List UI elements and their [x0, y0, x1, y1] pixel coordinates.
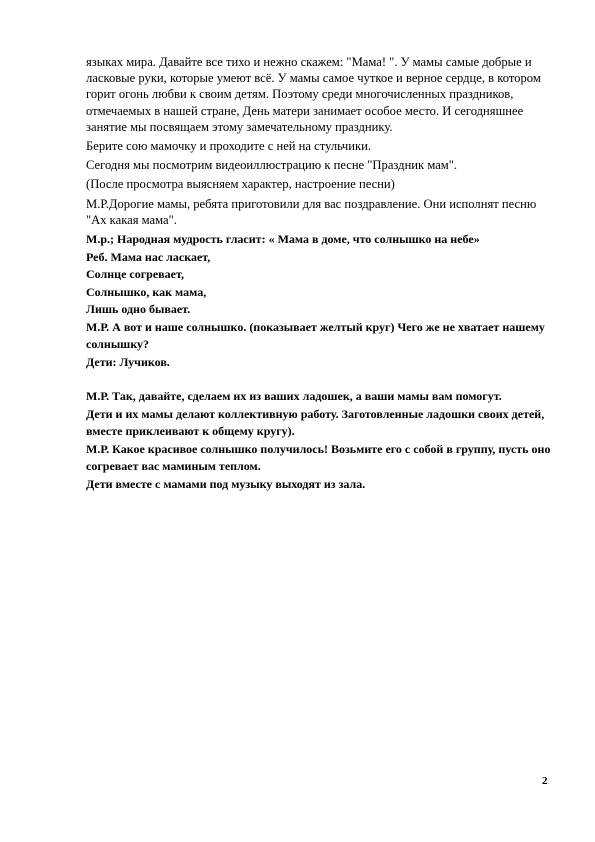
poem-line: Солнышко, как мама,	[86, 284, 207, 299]
note-paragraph: (После просмотра выясняем характер, настроение песни)	[86, 177, 395, 192]
poem-line: Реб. Мама нас ласкает,	[86, 249, 211, 264]
blank-line	[86, 371, 556, 388]
intro-paragraph: языках мира. Давайте все тихо и нежно скажем: "Мама! ". У мамы самые добрые и ласковые руки, которые умеют всё. У мамы самое чуткое и верное сердце, в котором горит огонь любви к своим детям. Поэтому среди многочисленных праздников, отмечаемых в нашей стране, День матери занимает особое место. И сегодняшнее занятие мы посвящаем этому замечательному празднику.	[86, 55, 541, 134]
sun-paragraph: М.Р. А вот и наше солнышко. (показывает желтый круг) Чего же не хватает нашему солнышку?	[86, 319, 545, 352]
children-answer: Дети: Лучиков.	[86, 354, 170, 369]
closing-paragraph: Дети вместе с мамами под музыку выходят из зала.	[86, 476, 366, 491]
collective-work-paragraph: Дети и их мамы делают коллективную работу. Заготовленные ладошки своих детей, вместе приклеивают к общему кругу).	[86, 406, 545, 439]
palms-paragraph: М.Р. Так, давайте, сделаем их из ваших ладошек, а ваши мамы вам помогут.	[86, 389, 502, 404]
wisdom-line: М.р.; Народная мудрость гласит: « Мама в доме, что солнышко на небе»	[86, 232, 480, 247]
poem-line: Солнце согревает,	[86, 267, 184, 282]
greeting-paragraph: М.Р.Дорогие мамы, ребята приготовили для вас поздравление. Они исполнят песню "Ах какая мама".	[86, 196, 537, 227]
instruction-paragraph: Берите сою мамочку и проходите с ней на стульчики.	[86, 139, 371, 154]
page-content	[86, 54, 556, 493]
page-number: 2	[542, 775, 548, 787]
poem-line: Лишь одно бывает.	[86, 302, 191, 317]
sun-result-paragraph: М.Р. Какое красивое солнышко получилось! Возьмите его с собой в группу, пусть оно согревает вас маминым теплом.	[86, 441, 551, 474]
video-paragraph: Сегодня мы посмотрим видеоиллюстрацию к песне "Праздник мам".	[86, 158, 458, 173]
